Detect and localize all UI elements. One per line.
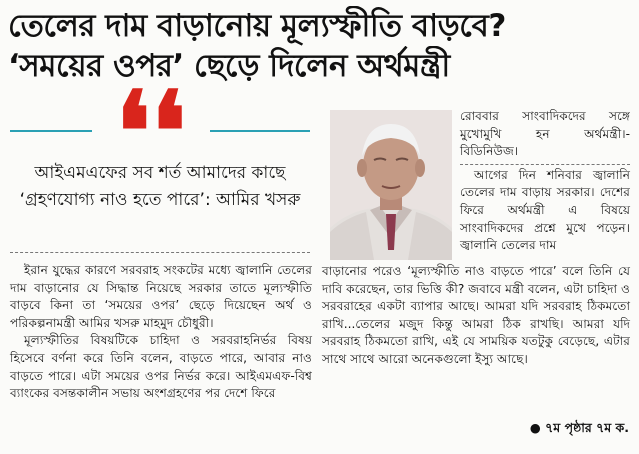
- article-body-right-top: [460, 108, 630, 255]
- paragraph: বাড়ানোর পরেও ‘মূল্যস্ফীতি নাও বাড়তে পারে’ বলে তিনি যে দাবি করেছেন, তার ভিত্তি কী? জবাবে মন্ত্রী বলেন, এটা চাহিদা ও সরবরাহের একটা ব্যাপার আছে। আমরা যদি সরবরাহ ঠিকমতো রাখি...তেলের মজুদ কিন্তু আমরা ঠিক রাখছি। আমরা যদি সরবরাহ ঠিকমতো রাখি, এই যে সাময়িক যতটুকু বেড়েছে, এটার সাথে সাথে আরো অনেকগুলো ইস্যু আছে।: [322, 264, 630, 366]
- quote-divider: [10, 252, 310, 253]
- caption-divider: [460, 164, 630, 165]
- article-body-right-bottom: [322, 263, 630, 369]
- headline-line-2: ‘সময়ের ওপর’ ছেড়ে দিলেন অর্থমন্ত্রী: [8, 48, 450, 84]
- continuation-note: ● ৭ম পৃষ্ঠার ৭ম ক.: [529, 420, 629, 435]
- portrait-image: [330, 110, 452, 260]
- quote-rule-left: [10, 130, 92, 132]
- article-body-left: [10, 262, 312, 403]
- pull-quote: আইএমএফের সব শর্ত আমাদের কাছে ‘গ্রহণযোগ্য নাও হতে পারে’: আমির খসরু: [19, 163, 301, 210]
- headline-line-1: তেলের দাম বাড়ানোয় মূল্যস্ফীতি বাড়বে?: [8, 8, 506, 44]
- photo-caption: রোববার সাংবাদিকদের সঙ্গে মুখোমুখি হন অর্থমন্ত্রী।- বিডিনিউজ।: [460, 109, 630, 159]
- quote-mark-icon: ❛❛: [115, 82, 187, 162]
- paragraph: মূল্যস্ফীতির বিষয়টিকে চাহিদা ও সরবরাহনির্ভর বিষয় হিসেবে বর্ণনা করে তিনি বলেন, বাড়তে পারে, আবার নাও বাড়তে পারে। এটা সময়ের ওপর নির্ভর করে। আইএমএফ-বিশ্ব ব্যাংকের বসন্তকালীন সভায় অংশগ্রহণের পর দেশে ফিরে: [10, 333, 312, 401]
- paragraph: ইরান যুদ্ধের কারণে সরবরাহ সংকটের মধ্যে জ্বালানি তেলের দাম বাড়ানোর যে সিদ্ধান্ত নিয়েছে সরকার তাতে মূল্যস্ফীতি বাড়বে কিনা তা ‘সময়ের ওপর’ ছেড়ে দিয়েছেন অর্থ ও পরিকল্পনামন্ত্রী আমির খসরু মাহমুদ চৌধুরী।: [10, 263, 312, 330]
- finance-minister-photo: [330, 110, 452, 260]
- paragraph: আগের দিন শনিবার জ্বালানি তেলের দাম বাড়ায় সরকার। দেশের ফিরে অর্থমন্ত্রী এ বিষয়ে সাংবাদিকদের প্রশ্নে মুখে পড়েন। জ্বালানি তেলের দাম: [460, 167, 630, 253]
- quote-rule-right: [210, 130, 310, 132]
